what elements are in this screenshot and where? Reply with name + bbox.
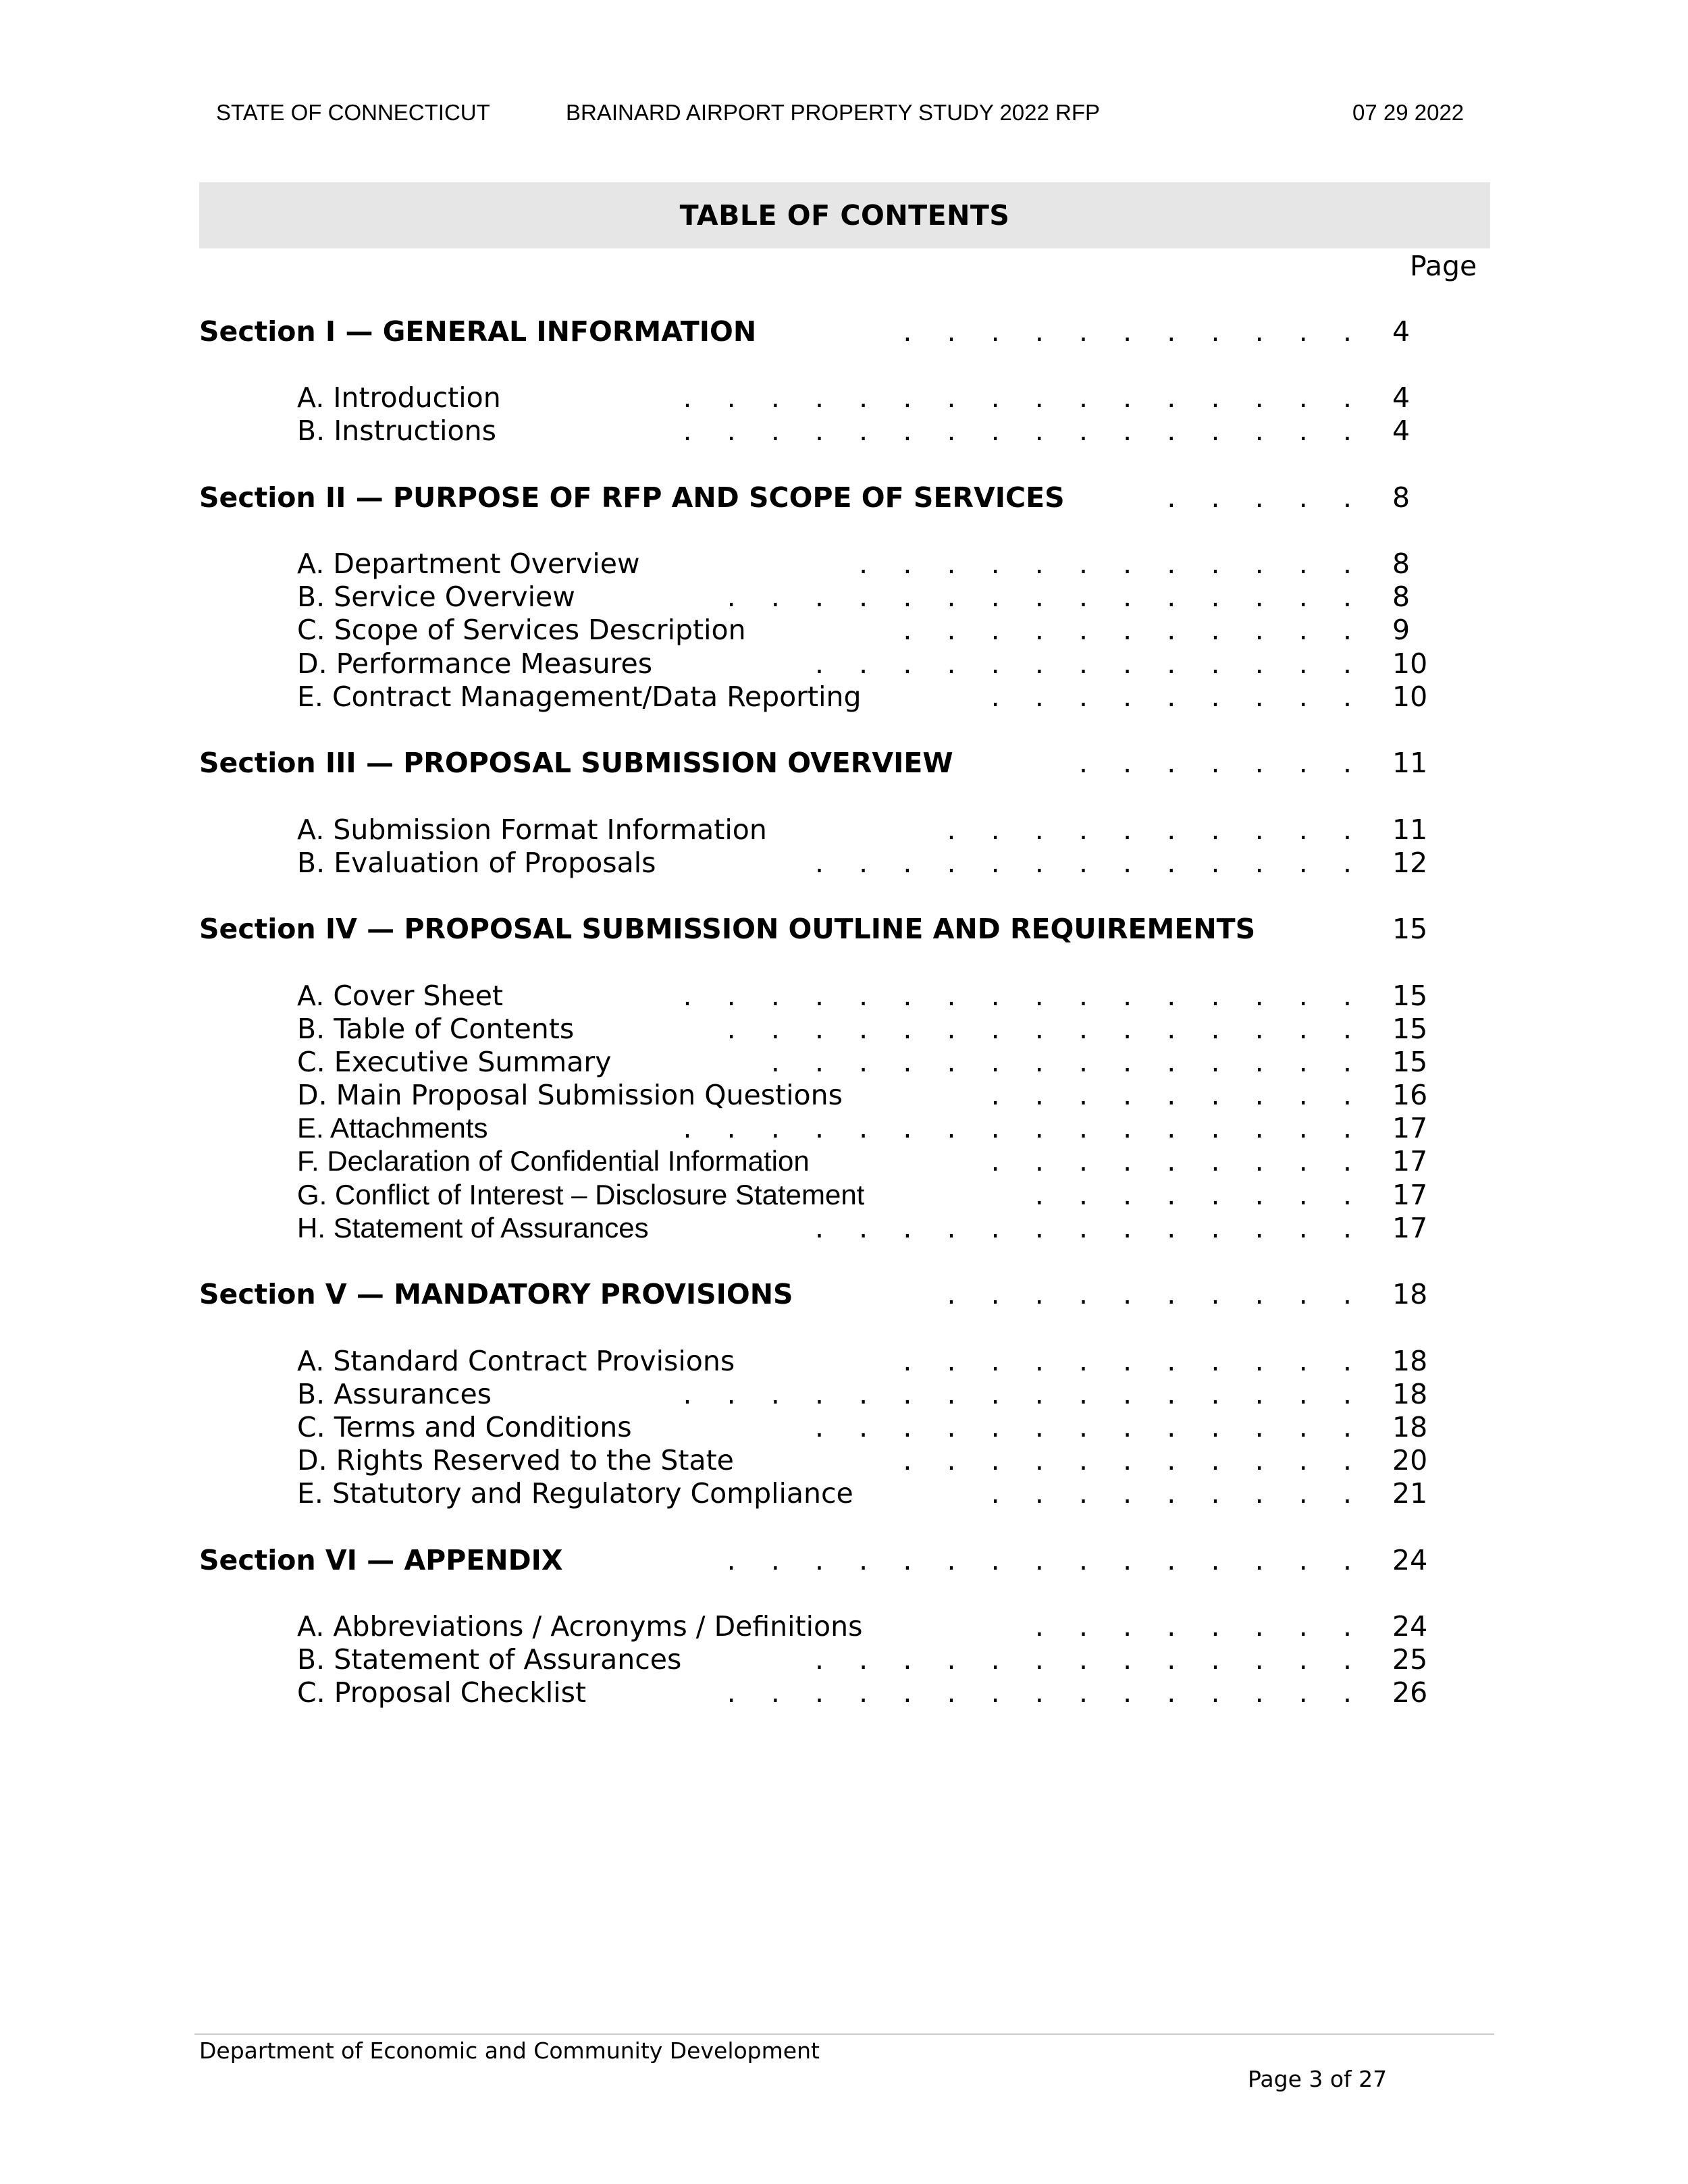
toc-page-number: 16 (1392, 1079, 1428, 1111)
toc-item-label: E. Attachments (297, 1112, 488, 1144)
toc-page-number: 15 (1392, 913, 1428, 945)
toc-item-label: C. Proposal Checklist (297, 1676, 587, 1709)
dot-leader: . . . . . . . . . (991, 1079, 1352, 1111)
toc-item-label: D. Rights Reserved to the State (297, 1444, 734, 1476)
dot-leader: . . . . . . . . . . . . . (815, 1411, 1352, 1443)
toc-page-number: 9 (1392, 614, 1410, 646)
dot-leader: . . . . . . . . (1034, 1179, 1352, 1211)
toc-section[interactable] (0, 746, 1688, 780)
toc-item-label: F. Declaration of Confidential Information (297, 1145, 810, 1177)
toc-item-label: E. Statutory and Regulatory Compliance (297, 1477, 853, 1510)
toc-item-label: C. Terms and Conditions (297, 1411, 632, 1443)
toc-item-label: B. Table of Contents (297, 1013, 575, 1045)
toc-item[interactable] (0, 1344, 1688, 1378)
toc-title-band (199, 182, 1490, 248)
dot-leader: . . . . . . . . . . . (903, 614, 1352, 646)
dot-leader: . . . . . . . . . . . . . (815, 1212, 1352, 1244)
dot-leader: . . . . . . . . . . . . . . . (727, 581, 1352, 613)
toc-section-title: Section IV — PROPOSAL SUBMISSION OUTLINE AND REQUIREMENTS (199, 913, 1256, 945)
toc-item-label: B. Evaluation of Proposals (297, 847, 656, 879)
toc-page-number: 17 (1392, 1179, 1428, 1211)
dot-leader: . . . . . . . . . . . . (859, 548, 1352, 580)
toc-page-number: 15 (1392, 1013, 1428, 1045)
toc-page-number: 18 (1392, 1345, 1428, 1377)
toc-item[interactable] (0, 1410, 1688, 1444)
toc-section-title: Section VI — APPENDIX (199, 1544, 563, 1576)
toc-item-label: B. Statement of Assurances (297, 1643, 682, 1676)
toc-page-number: 12 (1392, 847, 1428, 879)
toc-page-number: 11 (1392, 747, 1428, 779)
dot-leader: . . . . . . . . . (991, 681, 1352, 713)
toc-item-label: A. Standard Contract Provisions (297, 1345, 735, 1377)
toc-item[interactable] (0, 979, 1688, 1013)
toc-item-label: A. Cover Sheet (297, 980, 504, 1012)
toc-page-number: 17 (1392, 1212, 1428, 1244)
header-state: STATE OF CONNECTICUT (216, 100, 490, 125)
toc-item-label: C. Scope of Services Description (297, 614, 746, 646)
dot-leader: . . . . . . . . . . . . . (815, 1643, 1352, 1676)
dot-leader: . . . . . . . . . . . (903, 1345, 1352, 1377)
toc-page-number: 4 (1392, 381, 1410, 414)
toc-item[interactable] (0, 846, 1688, 880)
toc-item-label: A. Introduction (297, 381, 501, 414)
toc-item[interactable] (0, 1443, 1688, 1477)
dot-leader: . . . . . . . . . . . . . . . (727, 1676, 1352, 1709)
dot-leader: . . . . . . . . . . . . . . . . (683, 980, 1352, 1012)
toc-item-label: A. Abbreviations / Acronyms / Definitions (297, 1610, 863, 1643)
header-date: 07 29 2022 (1352, 100, 1465, 125)
dot-leader: . . . . . . . . . . . . . . (770, 1046, 1352, 1078)
dot-leader: . . . . . . . . . . (947, 814, 1352, 846)
footer-page-number: Page 3 of 27 (1248, 2066, 1388, 2092)
toc-item-label: B. Instructions (297, 415, 496, 447)
header-document-title: BRAINARD AIRPORT PROPERTY STUDY 2022 RFP (566, 100, 1101, 125)
dot-leader: . . . . . . . . . . . (903, 1444, 1352, 1476)
toc-page-number: 15 (1392, 980, 1428, 1012)
dot-leader: . . . . . . . . . . . . . (815, 847, 1352, 879)
dot-leader: . . . . . . . . . (991, 1477, 1352, 1510)
toc-section-title: Section I — GENERAL INFORMATION (199, 315, 757, 348)
dot-leader: . . . . . . . . . . . (903, 315, 1352, 348)
dot-leader: . . . . . . . . . (991, 1145, 1352, 1177)
toc-item-label: B. Assurances (297, 1378, 492, 1410)
toc-page-number: 4 (1392, 415, 1410, 447)
toc-item[interactable] (0, 1377, 1688, 1411)
dot-leader: . . . . . (1167, 481, 1352, 514)
dot-leader: . . . . . . . (1078, 747, 1352, 779)
toc-item[interactable] (0, 1643, 1688, 1676)
toc-section[interactable] (0, 481, 1688, 514)
dot-leader: . . . . . . . . . . . . . . . . (683, 415, 1352, 447)
toc-page-number: 25 (1392, 1643, 1428, 1676)
toc-item[interactable] (0, 1045, 1688, 1079)
toc-section[interactable] (0, 1543, 1688, 1577)
toc-item[interactable] (0, 1144, 1688, 1178)
toc-page-number: 4 (1392, 315, 1410, 348)
toc-item-label: D. Performance Measures (297, 647, 653, 680)
toc-page-number: 24 (1392, 1544, 1428, 1576)
toc-item[interactable] (0, 580, 1688, 614)
toc-section[interactable] (0, 912, 1688, 946)
toc-title: TABLE OF CONTENTS (679, 199, 1010, 232)
toc-page-number: 11 (1392, 814, 1428, 846)
toc-page-number: 10 (1392, 647, 1428, 680)
toc-section-title: Section II — PURPOSE OF RFP AND SCOPE OF SERVICES (199, 481, 1065, 514)
toc-item[interactable] (0, 381, 1688, 415)
toc-page-number: 18 (1392, 1378, 1428, 1410)
dot-leader: . . . . . . . . . . . . . . . . (683, 1378, 1352, 1410)
toc-page-number: 15 (1392, 1046, 1428, 1078)
footer-divider (194, 2033, 1494, 2035)
toc-item[interactable] (0, 547, 1688, 581)
toc-item[interactable] (0, 1211, 1688, 1245)
toc-item[interactable] (0, 813, 1688, 847)
toc-page-number: 17 (1392, 1112, 1428, 1144)
dot-leader: . . . . . . . . . . . . . (815, 647, 1352, 680)
toc-page-number: 10 (1392, 681, 1428, 713)
toc-item-label: A. Submission Format Information (297, 814, 767, 846)
toc-page-number: 20 (1392, 1444, 1428, 1476)
toc-item-label: E. Contract Management/Data Reporting (297, 681, 862, 713)
toc-item[interactable] (0, 1476, 1688, 1510)
dot-leader: . . . . . . . . . . . . . . . . (683, 1112, 1352, 1144)
toc-item[interactable] (0, 1609, 1688, 1643)
toc-item[interactable] (0, 647, 1688, 681)
page-column-label: Page (1410, 250, 1477, 282)
dot-leader: . . . . . . . . . . . . . . . (727, 1013, 1352, 1045)
toc-item-label: B. Service Overview (297, 581, 575, 613)
toc-page-number: 18 (1392, 1411, 1428, 1443)
toc-item-label: H. Statement of Assurances (297, 1212, 649, 1244)
toc-page-number: 8 (1392, 581, 1410, 613)
toc-page-number: 18 (1392, 1278, 1428, 1310)
toc-item[interactable] (0, 1676, 1688, 1709)
toc-section-title: Section V — MANDATORY PROVISIONS (199, 1278, 793, 1310)
toc-item[interactable] (0, 1178, 1688, 1212)
toc-item-label: A. Department Overview (297, 548, 640, 580)
toc-item[interactable] (0, 1078, 1688, 1112)
toc-page-number: 17 (1392, 1145, 1428, 1177)
toc-item-label: G. Conflict of Interest – Disclosure Statement (297, 1179, 865, 1210)
toc-item[interactable] (0, 414, 1688, 448)
toc-page-number: 8 (1392, 548, 1410, 580)
dot-leader: . . . . . . . . (1034, 1610, 1352, 1643)
toc-item-label: C. Executive Summary (297, 1046, 612, 1078)
toc-item[interactable] (0, 680, 1688, 714)
dot-leader: . . . . . . . . . . . . . . . . (683, 381, 1352, 414)
toc-item-label: D. Main Proposal Submission Questions (297, 1079, 843, 1111)
toc-section[interactable] (0, 1277, 1688, 1311)
toc-section[interactable] (0, 315, 1688, 348)
toc-page-number: 8 (1392, 481, 1410, 514)
toc-section-title: Section III — PROPOSAL SUBMISSION OVERVIEW (199, 747, 953, 779)
toc-item[interactable] (0, 1111, 1688, 1145)
dot-leader: . . . . . . . . . . (947, 1278, 1352, 1310)
footer-department: Department of Economic and Community Development (199, 2037, 820, 2064)
toc-page-number: 26 (1392, 1676, 1428, 1709)
toc-item[interactable] (0, 1012, 1688, 1046)
toc-page-number: 24 (1392, 1610, 1428, 1643)
toc-page-number: 21 (1392, 1477, 1428, 1510)
dot-leader: . . . . . . . . . . . . . . . (727, 1544, 1352, 1576)
toc-item[interactable] (0, 613, 1688, 647)
